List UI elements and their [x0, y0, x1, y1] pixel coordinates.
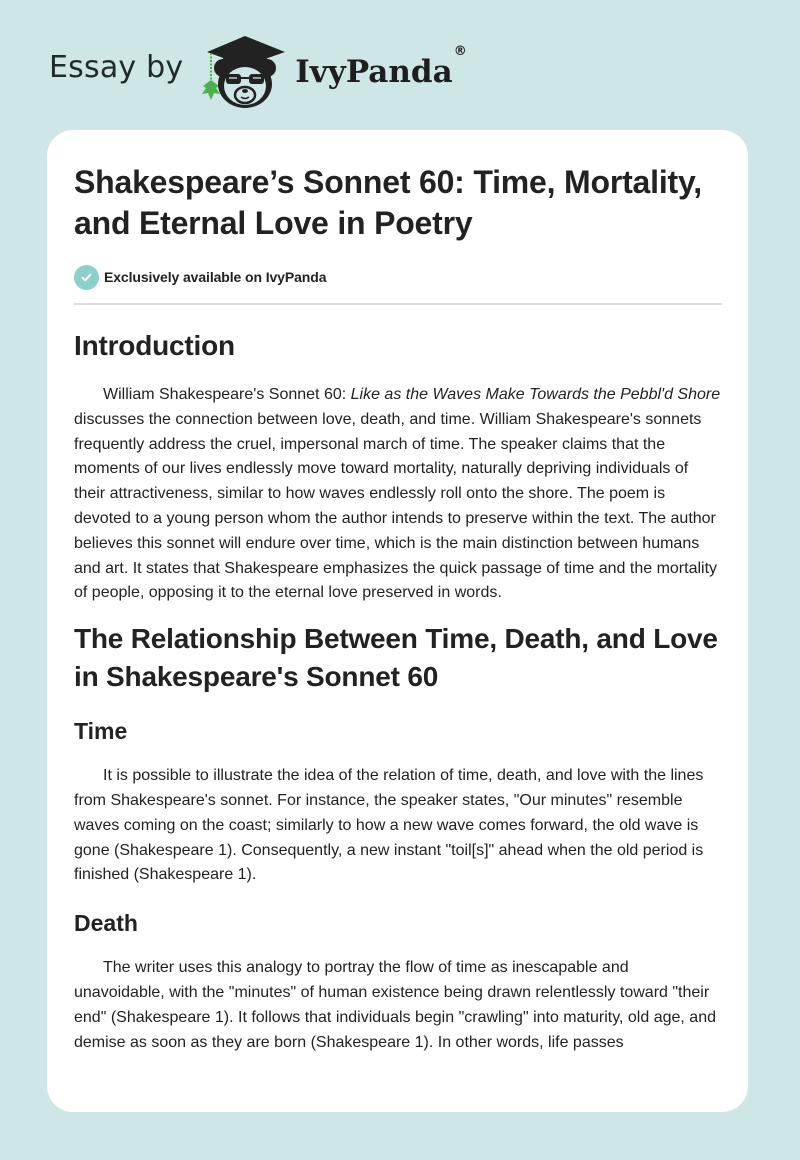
- section-introduction: [74, 327, 722, 606]
- brand-header: [49, 30, 467, 110]
- badge-text: Exclusively available on IvyPanda: [104, 269, 327, 285]
- divider: [74, 303, 722, 305]
- section-relationship: [74, 620, 722, 1055]
- paragraph-time: It is possible to illustrate the idea of the relation of time, death, and love with the lines from Shakespeare's sonnet. For instance, the speaker states, "Our minutes" resemble waves coming on the coast; similarly to how a new wave comes forward, the old wave is gone (Shakespeare 1). Consequently, a new instant "toil[s]" ahead when the old period is finished (Shakespeare 1).: [74, 767, 704, 884]
- paragraph-introduction: William Shakespeare's Sonnet 60: Like as the Waves Make Towards the Pebbl'd Shore discusses the connection between love, death, and time. William Shakespeare's sonnets frequently address the cruel, impersonal march of time. The speaker claims that the moments of our lives endlessly move toward mortality, naturally depriving individuals of their attractiveness, similar to how waves endlessly roll onto the shore. The poem is devoted to a young person whom the author intends to preserve within the text. The author believes this sonnet will endure over time, which is the main distinction between humans and art. It states that Shakespeare emphasizes the quick passage of time and the mortality of people, opposing it to the eternal love preserved in words.: [74, 386, 721, 602]
- panda-graduation-cap-icon[interactable]: [199, 30, 291, 110]
- heading-time: Time: [74, 718, 128, 745]
- essay-card: [47, 130, 748, 1112]
- paragraph-death: The writer uses this analogy to portray the flow of time as inescapable and unavoidable, with the "minutes" of human existence being drawn relentlessly toward "their end" (Shakespeare 1). It follows that individuals begin "crawling" into maturity, old age, and demise as soon as they are born (Shakespeare 1). In other words, life passes: [74, 959, 716, 1051]
- heading-relationship: The Relationship Between Time, Death, and Love in Shakespeare's Sonnet 60: [74, 623, 718, 693]
- exclusive-badge: [74, 264, 722, 290]
- brand-prefix: Essay by: [49, 49, 184, 85]
- brand-name[interactable]: IvyPanda®: [295, 44, 467, 90]
- registered-mark: ®: [453, 44, 467, 59]
- poem-title: Like as the Waves Make Towards the Pebbl'd Shore: [350, 386, 721, 403]
- heading-introduction: Introduction: [74, 330, 235, 361]
- check-circle-icon: [74, 265, 99, 290]
- heading-death: Death: [74, 910, 138, 937]
- page-title: Shakespeare’s Sonnet 60: Time, Mortality, and Eternal Love in Poetry: [74, 164, 702, 241]
